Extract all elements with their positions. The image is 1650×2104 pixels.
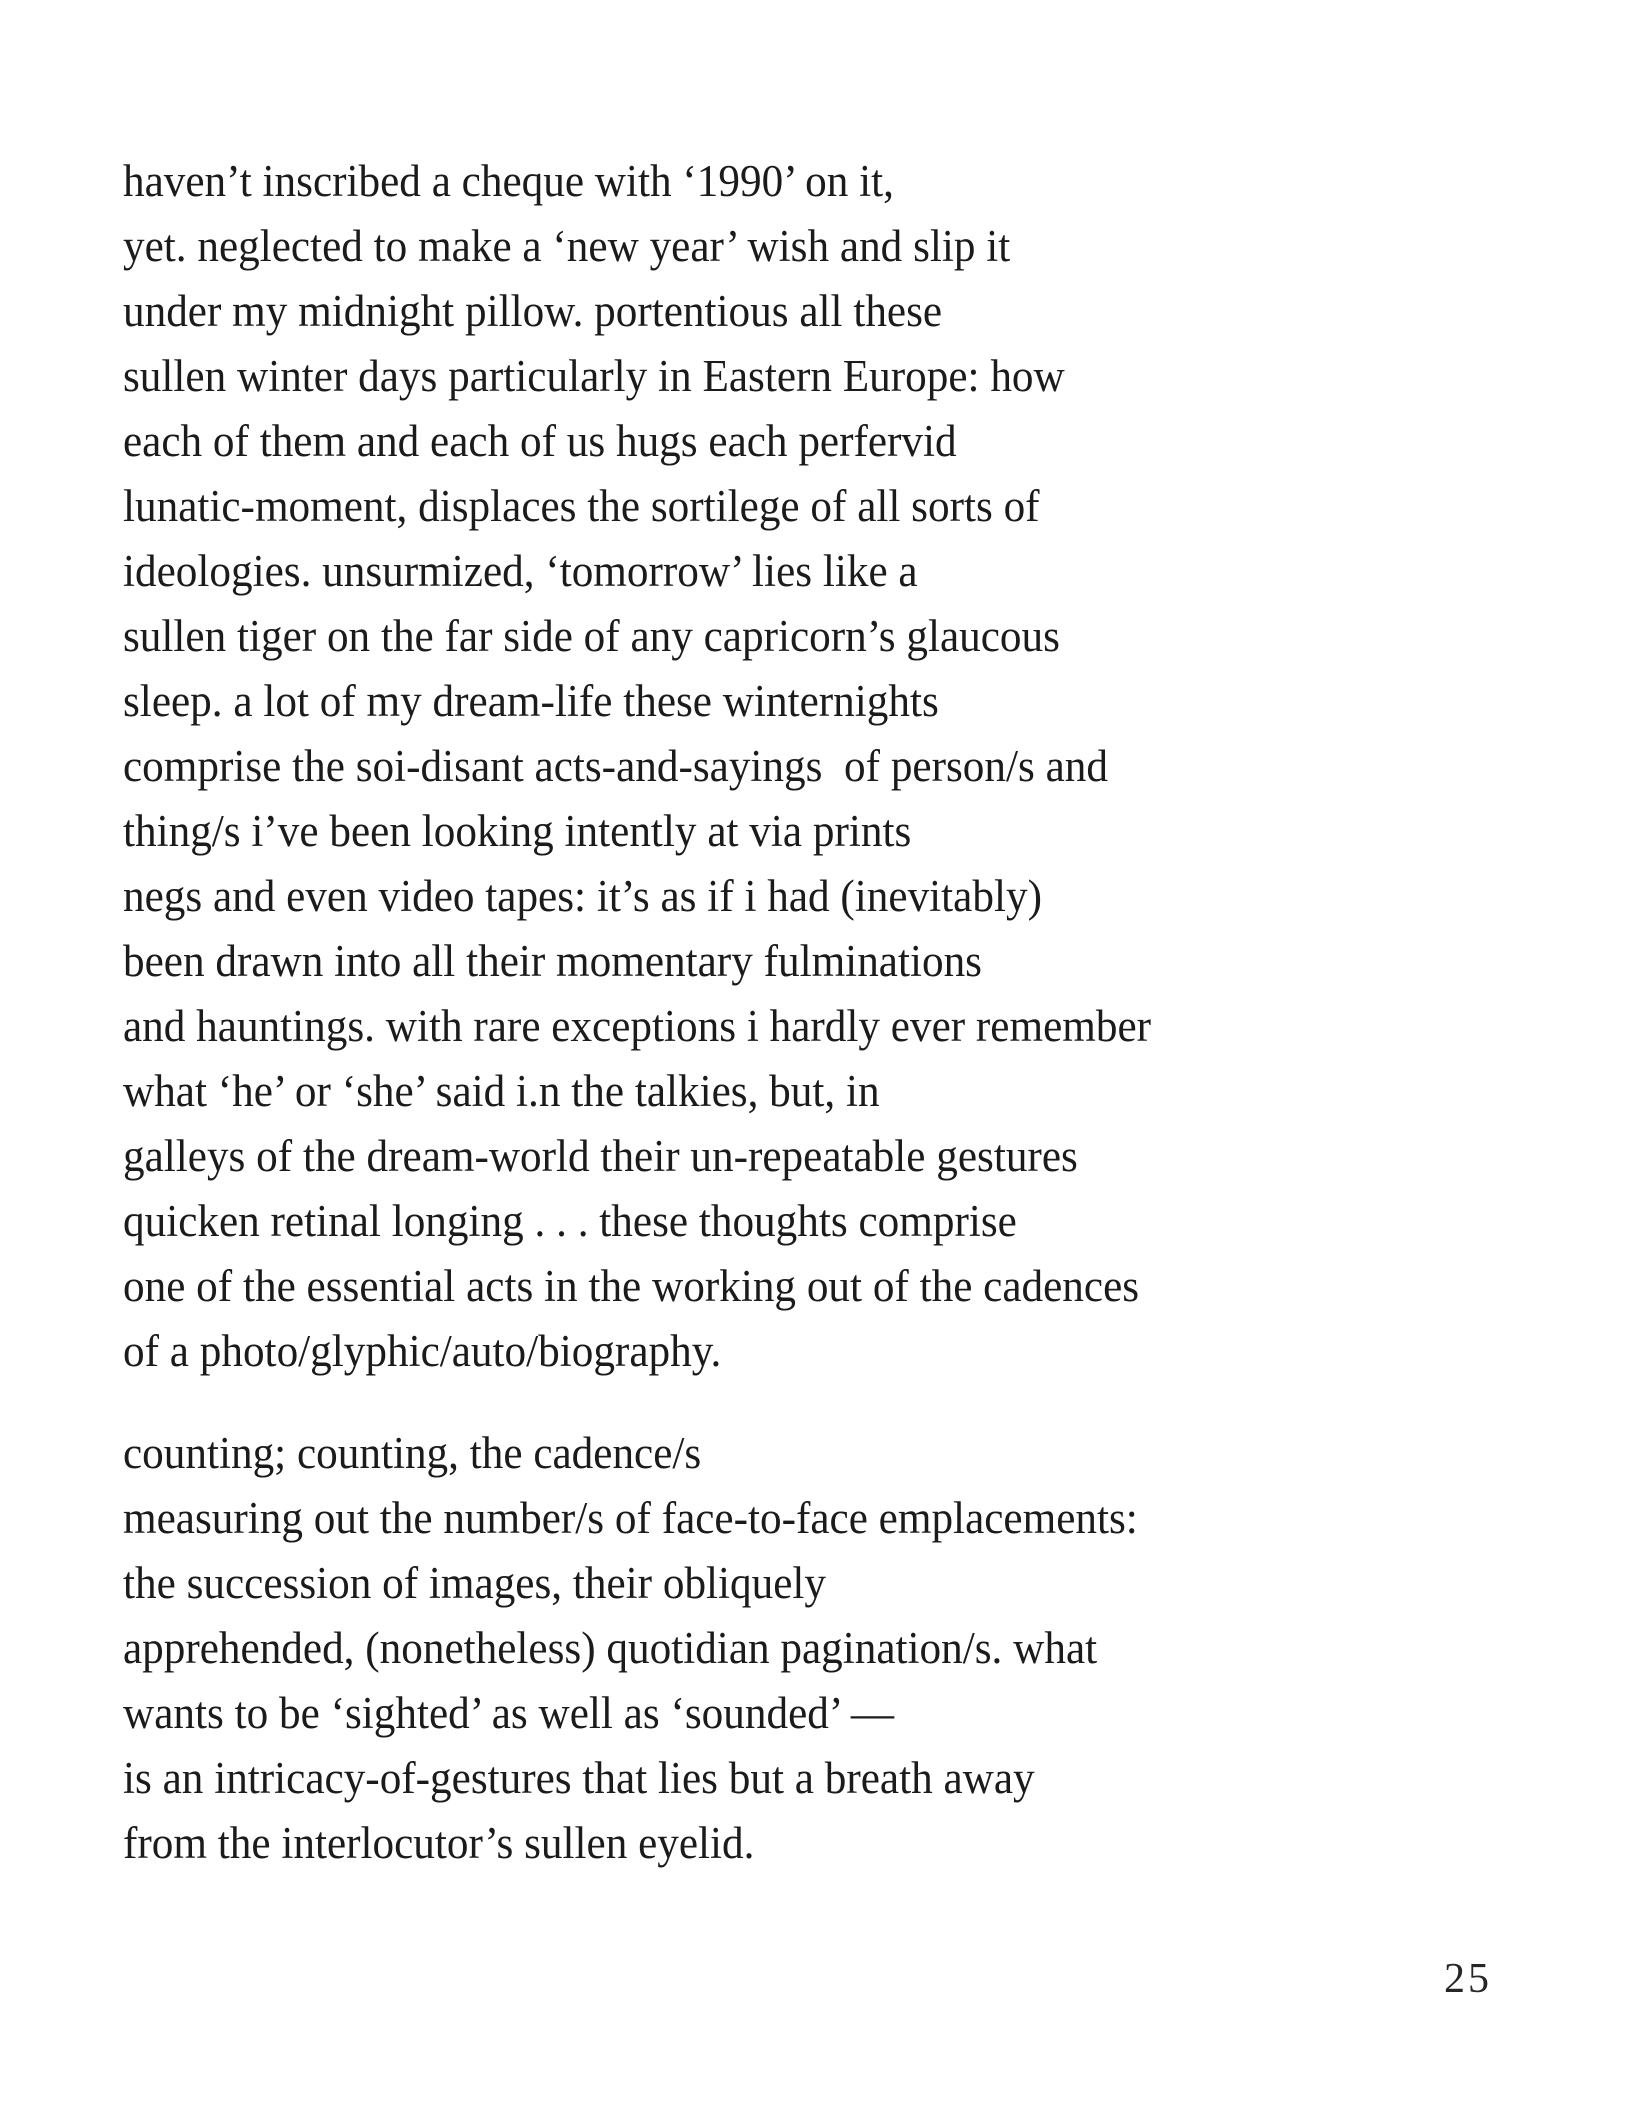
- page-number: 25: [1444, 1956, 1492, 2002]
- poem-line: is an intricacy-of-gestures that lies but a breath away: [123, 1753, 1035, 1803]
- poem-line: sullen tiger on the far side of any capricorn’s glaucous: [123, 611, 1060, 661]
- poem-line: under my midnight pillow. portentious all these: [123, 286, 943, 336]
- poem-line: ideologies. unsurmized, ‘tomorrow’ lies like a: [123, 546, 918, 596]
- poem-line: each of them and each of us hugs each perfervid: [123, 416, 957, 466]
- poem-line: been drawn into all their momentary fulminations: [123, 936, 982, 986]
- poem-line: quicken retinal longing . . . these thoughts comprise: [123, 1196, 1017, 1246]
- poem-line: negs and even video tapes: it’s as if i had (inevitably): [123, 871, 1042, 921]
- poem-line: of a photo/glyphic/auto/biography.: [123, 1326, 722, 1376]
- poem-line: sullen winter days particularly in Eastern Europe: how: [123, 351, 1065, 401]
- poem-line: lunatic-moment, displaces the sortilege of all sorts of: [123, 481, 1040, 531]
- poem-line: yet. neglected to make a ‘new year’ wish and slip it: [123, 221, 1011, 271]
- poem-line: counting; counting, the cadence/s: [123, 1428, 702, 1478]
- poem-line: wants to be ‘sighted’ as well as ‘sounded’ —: [123, 1688, 895, 1738]
- poem-line: measuring out the number/s of face-to-face emplacements:: [123, 1493, 1138, 1543]
- poem-line: comprise the soi-disant acts-and-sayings of person/s and: [123, 741, 1108, 791]
- poem-line: what ‘he’ or ‘she’ said i.n the talkies, but, in: [123, 1066, 880, 1116]
- poem-line: and hauntings. with rare exceptions i hardly ever remember: [123, 1001, 1152, 1051]
- poem-line: galleys of the dream-world their un-repeatable gestures: [123, 1131, 1078, 1181]
- poem-line: one of the essential acts in the working out of the cadences: [123, 1261, 1140, 1311]
- poem-stanza: [123, 149, 1563, 1384]
- poem-line: sleep. a lot of my dream-life these winternights: [123, 676, 939, 726]
- poem-line: the succession of images, their obliquely: [123, 1558, 827, 1608]
- poem-line: thing/s i’ve been looking intently at via prints: [123, 806, 912, 856]
- poem-line: from the interlocutor’s sullen eyelid.: [123, 1818, 755, 1868]
- poem-stanza: [123, 1421, 1563, 1876]
- poem-line: haven’t inscribed a cheque with ‘1990’ on it,: [123, 156, 894, 206]
- poem: [123, 149, 1563, 1876]
- poem-line: apprehended, (nonetheless) quotidian pagination/s. what: [123, 1623, 1098, 1673]
